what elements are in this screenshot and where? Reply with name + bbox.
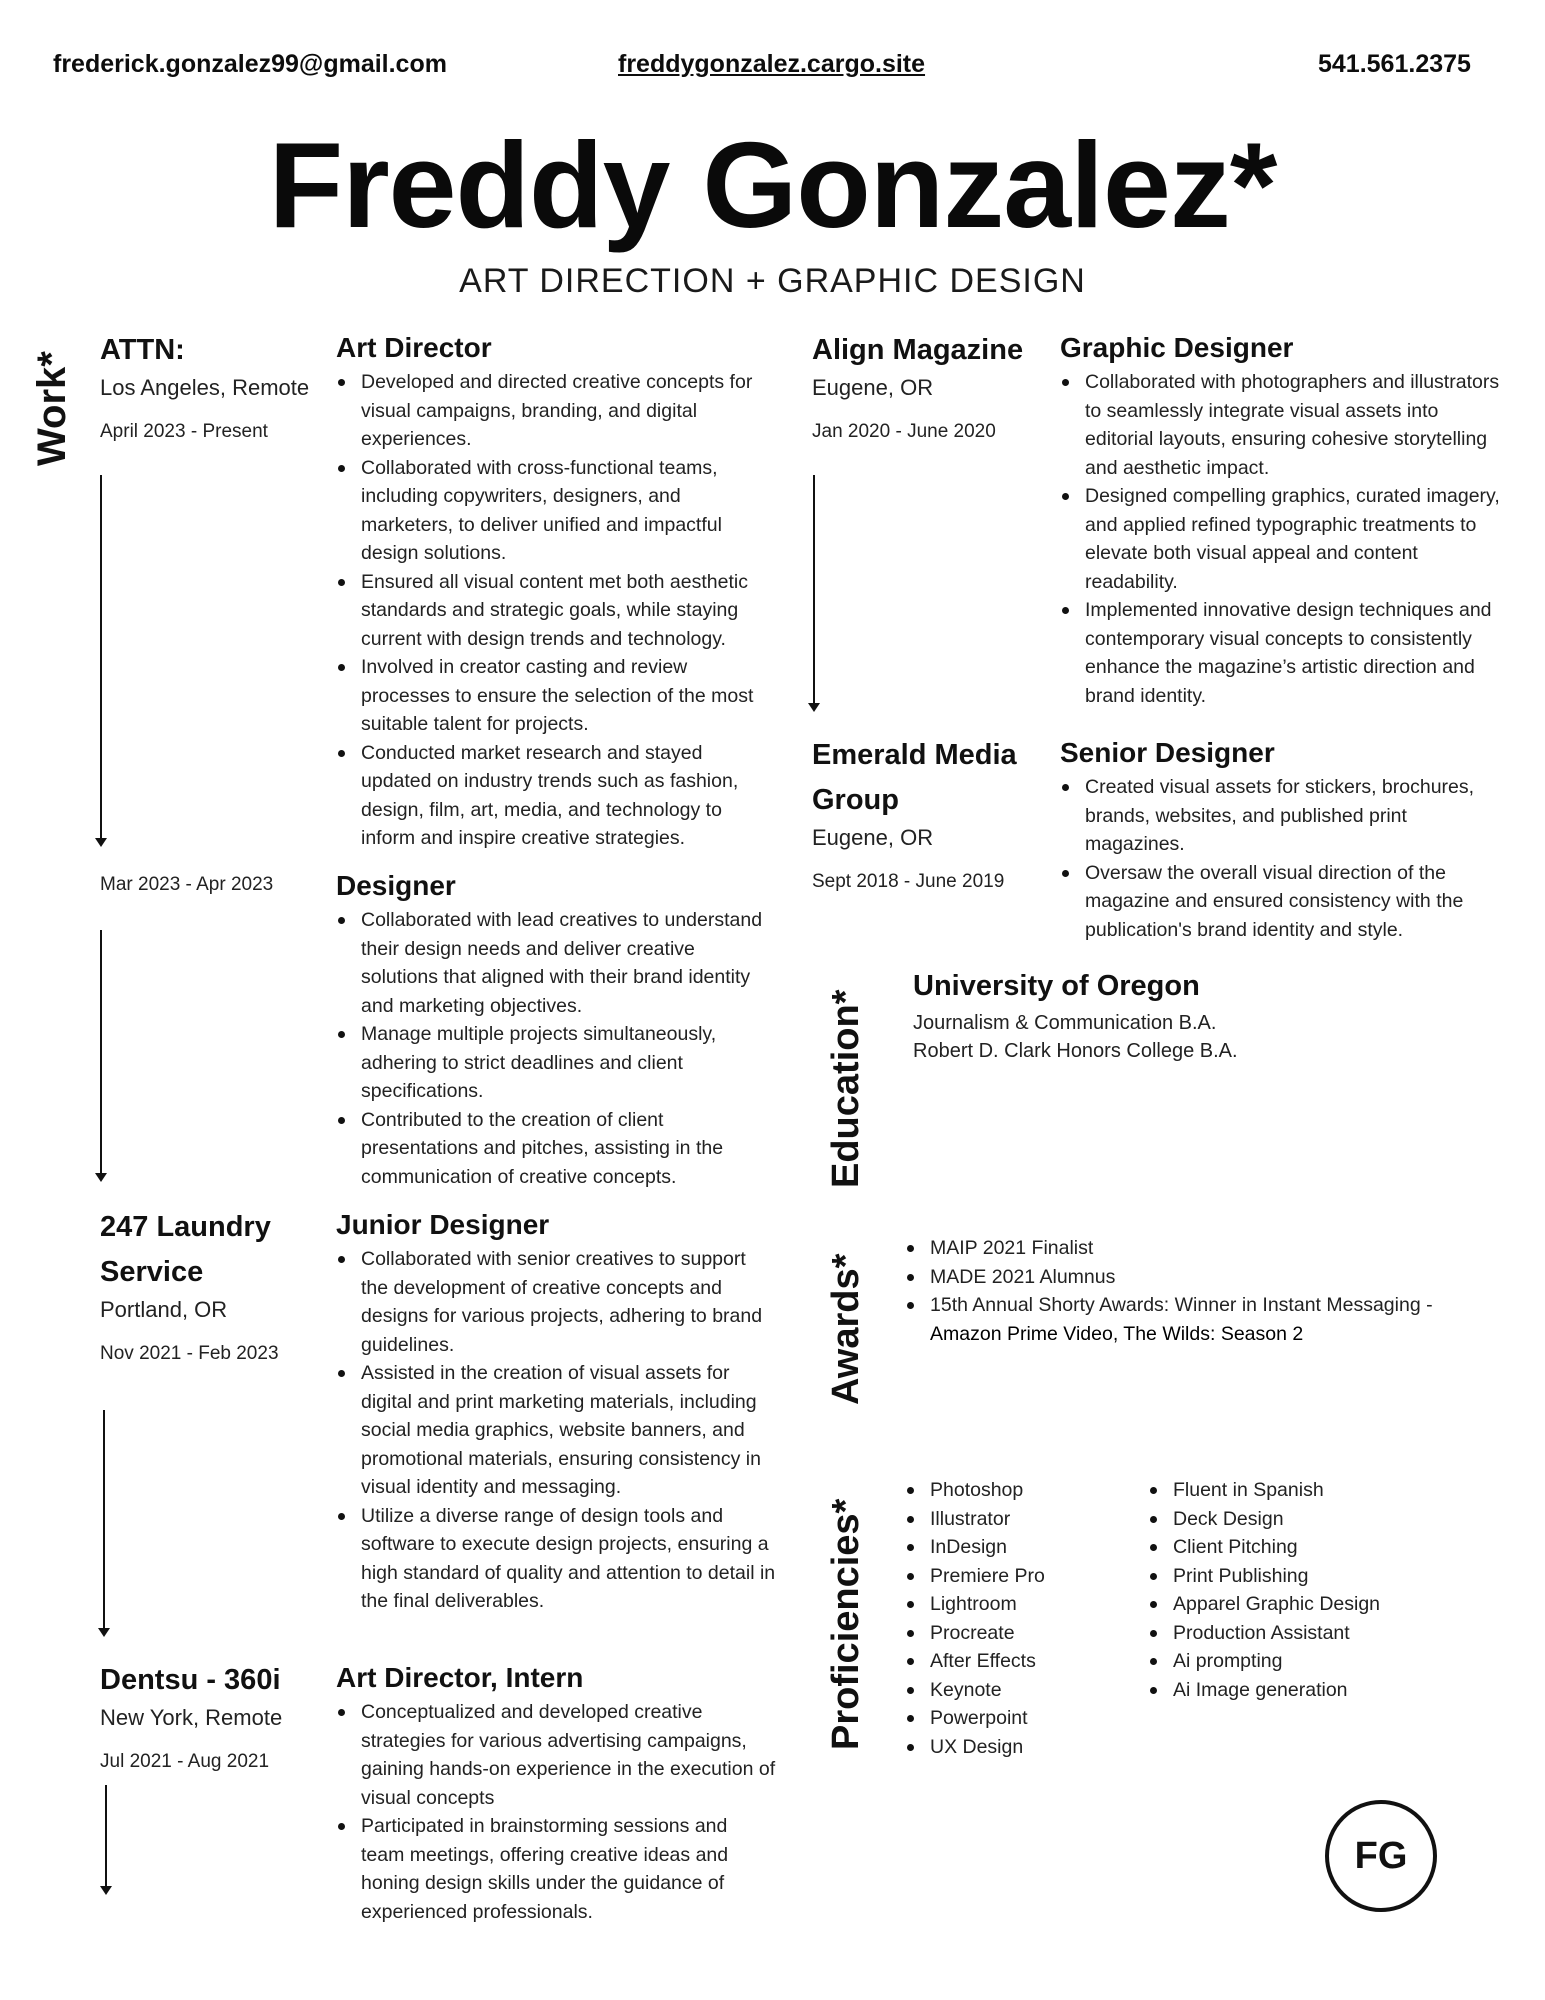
job-location: Eugene, OR [812,825,934,850]
role-title: Designer [336,870,456,901]
job-dentsu-role [336,1662,776,1926]
role-bullets [336,1245,776,1616]
role-bullets [336,1698,776,1926]
job-dates: Nov 2021 - Feb 2023 [100,1343,279,1364]
role-title: Art Director [336,332,492,363]
list-item: Client Pitching [1148,1533,1478,1562]
list-item: Ai Image generation [1148,1676,1478,1705]
list-item: UX Design [905,1733,1145,1762]
list-item: Photoshop [905,1476,1145,1505]
list-item [905,1291,1465,1348]
list-item: After Effects [905,1647,1145,1676]
list-item: MADE 2021 Alumnus [905,1263,1465,1292]
list-item: Collaborated with cross-functional teams, including copywriters, designers, and marketers, to deliver unified and impactful design solutions. [336,454,776,568]
awards-section-label: Awards* [825,1253,867,1405]
award-text: 15th Annual Shorty Awards: Winner in Instant Messaging - [930,1294,1433,1316]
website-link[interactable]: freddygonzalez.cargo.site [618,50,926,78]
timeline-arrow [100,475,102,845]
role-title: Graphic Designer [1060,332,1294,363]
list-item: Conducted market research and stayed updated on industry trends such as fashion, design, film, art, media, and technology to inform and inspire creative strategies. [336,739,776,853]
list-item: Conceptualized and developed creative strategies for various advertising campaigns, gaining hands-on experience in the execution of visual concepts [336,1698,776,1812]
list-item: Assisted in the creation of visual assets for digital and print marketing materials, including social media graphics, website banners, and promotional materials, ensuring consistency in visual identity and messaging. [336,1359,776,1502]
job-align-role [1060,332,1500,710]
role-bullets [1060,368,1500,710]
job-dates: Jan 2020 - June 2020 [812,421,996,442]
list-item: Developed and directed creative concepts for visual campaigns, branding, and digital experiences. [336,368,776,454]
job-designer-role [336,870,776,1191]
list-item: Keynote [905,1676,1145,1705]
role-bullets [336,906,776,1191]
proficiencies-section-label: Proficiencies* [825,1498,867,1750]
list-item: Created visual assets for stickers, brochures, brands, websites, and published print magazines. [1060,773,1500,859]
list-item: Ai prompting [1148,1647,1478,1676]
award-highlight: Amazon Prime Video, The Wilds: Season 2 [930,1322,1304,1345]
job-attn-meta [100,328,309,443]
list-item: Oversaw the overall visual direction of the magazine and ensured consistency with the publication's brand identity and style. [1060,859,1500,945]
role-title: Art Director, Intern [336,1662,584,1693]
list-item: Collaborated with senior creatives to support the development of creative concepts and designs for various projects, adhering to brand guidelines. [336,1245,776,1359]
email-link[interactable]: frederick.gonzalez99@gmail.com [53,50,447,78]
list-item: Lightroom [905,1590,1145,1619]
company-name: 247 Laundry Service [100,1211,271,1288]
job-dates: Sept 2018 - June 2019 [812,871,1005,892]
role-bullets [1060,773,1500,944]
degree-1: Journalism & Communication B.A. [913,1012,1217,1034]
job-location: Los Angeles, Remote [100,375,310,400]
list-item: Print Publishing [1148,1562,1478,1591]
education-block [913,970,1473,1065]
subtitle: ART DIRECTION + GRAPHIC DESIGN [459,262,1086,300]
job-align-meta [812,328,1023,443]
work-section-label: Work* [30,351,74,466]
job-location: New York, Remote [100,1705,283,1730]
degree-2: Robert D. Clark Honors College B.A. [913,1040,1238,1062]
list-item: Manage multiple projects simultaneously, adhering to strict deadlines and client specifications. [336,1020,776,1106]
school-name: University of Oregon [913,970,1200,1002]
timeline-arrow [105,1785,107,1893]
list-item: Designed compelling graphics, curated imagery, and applied refined typographic treatments to elevate both visual appeal and content readability. [1060,482,1500,596]
job-dates: Jul 2021 - Aug 2021 [100,1751,270,1772]
awards-list [905,1234,1465,1348]
list-item: Involved in creator casting and review processes to ensure the selection of the most suitable talent for projects. [336,653,776,739]
company-name: Align Magazine [812,334,1024,366]
list-item: InDesign [905,1533,1145,1562]
list-item: Ensured all visual content met both aesthetic standards and strategic goals, while staying current with design trends and technology. [336,568,776,654]
list-item: Utilize a diverse range of design tools and software to execute design projects, ensuring a high standard of quality and attention to detail in the final deliverables. [336,1502,776,1616]
job-location: Eugene, OR [812,375,934,400]
list-item: Apparel Graphic Design [1148,1590,1478,1619]
job-location: Portland, OR [100,1297,228,1322]
monogram-badge: FG [1325,1800,1437,1912]
list-item: Procreate [905,1619,1145,1648]
list-item: Powerpoint [905,1704,1145,1733]
phone-number[interactable]: 541.561.2375 [1318,50,1471,78]
list-item: Fluent in Spanish [1148,1476,1478,1505]
job-attn-role [336,332,776,853]
list-item: Premiere Pro [905,1562,1145,1591]
education-section-label: Education* [825,989,867,1188]
list-item: Illustrator [905,1505,1145,1534]
timeline-arrow [813,475,815,710]
role-bullets [336,368,776,853]
list-item: Participated in brainstorming sessions and team meetings, offering creative ideas and honing design skills under the guidance of experienced professionals. [336,1812,776,1926]
job-dates: April 2023 - Present [100,421,268,442]
job-emerald-role [1060,737,1500,944]
list-item: Production Assistant [1148,1619,1478,1648]
timeline-arrow [100,930,102,1180]
tools-list [905,1476,1145,1761]
job-dentsu-meta [100,1658,282,1773]
job-emerald-meta [812,733,1042,893]
skills-list [1148,1476,1478,1704]
list-item: Collaborated with lead creatives to understand their design needs and deliver creative solutions that aligned with their brand identity and marketing objectives. [336,906,776,1020]
company-name: Dentsu - 360i [100,1664,281,1696]
company-name: Emerald Media Group [812,739,1017,816]
timeline-arrow [103,1410,105,1635]
company-name: ATTN: [100,334,185,366]
list-item: Implemented innovative design techniques and contemporary visual concepts to consistently enhance the magazine’s artistic direction and brand identity. [1060,596,1500,710]
job-laundry-meta [100,1205,300,1365]
job-laundry-role [336,1209,776,1616]
role-title: Senior Designer [1060,737,1275,768]
job-dates: Mar 2023 - Apr 2023 [100,874,274,895]
page-title: Freddy Gonzalez* [268,117,1277,253]
list-item: Deck Design [1148,1505,1478,1534]
list-item: MAIP 2021 Finalist [905,1234,1465,1263]
list-item: Collaborated with photographers and illustrators to seamlessly integrate visual assets into editorial layouts, ensuring cohesive storytelling and aesthetic impact. [1060,368,1500,482]
role-title: Junior Designer [336,1209,550,1240]
list-item: Contributed to the creation of client presentations and pitches, assisting in the communication of creative concepts. [336,1106,776,1192]
